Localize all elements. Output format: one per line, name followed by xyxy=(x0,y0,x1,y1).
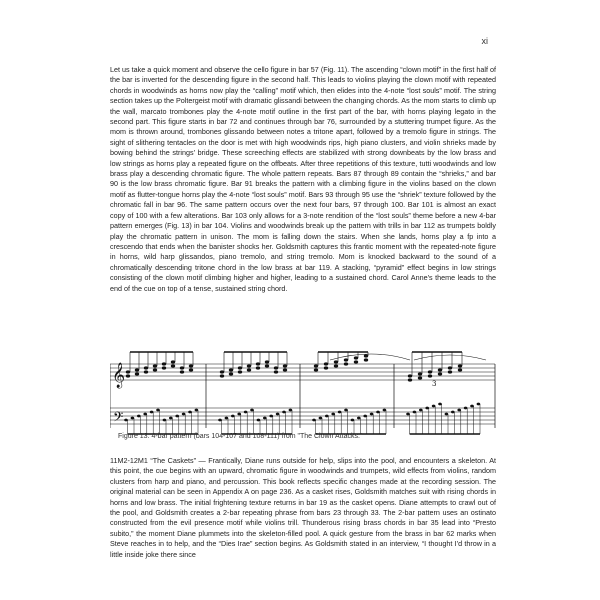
note-head xyxy=(408,374,412,377)
note-head xyxy=(314,364,318,367)
note-head xyxy=(276,413,280,416)
note-head xyxy=(312,419,316,422)
note-head xyxy=(150,411,154,414)
note-head xyxy=(131,417,135,420)
note-head xyxy=(283,368,287,371)
note-head xyxy=(143,413,147,416)
note-head xyxy=(195,409,199,412)
note-head xyxy=(319,417,323,420)
note-head xyxy=(370,413,374,416)
note-head xyxy=(126,370,130,373)
note-head xyxy=(428,374,432,377)
note-head xyxy=(188,411,192,414)
note-head xyxy=(180,370,184,373)
note-head xyxy=(225,417,229,420)
treble-notes xyxy=(126,352,462,382)
note-head xyxy=(156,409,160,412)
body-paragraph: 11M2-12M1 “The Caskets” — Frantically, Diane runs outside for help, slips into the pool, and encounters a skeleton. At this point, the cue begins with an upward, chromatic figure in woodwinds and trumpets, wild effects from violins, random clusters from harp and piano, and percussion. This book reflects specific changes made at the recording session. The original material can be seen in Appendix A on page 236. As a casket rises, Goldsmith matches suit with rising chords in horns and low brass. The initial frightening texture returns in bar 19 as the casket opens. Diane attempts to crawl out of the pool, and Goldsmith creates a 2-bar repeating phrase from bars 23 through 33. The 2-bar pattern uses an ostinato constructed from the evil presence motif while violins trill. Thunderous rising brass chords in bar 35 lead into “Presto subito,” the moment Diane plummets into the skeleton-filled pool. A quick gesture from the brass in bar 62 marks when Steve reaches in to help, and the “Dies Irae” section begins. As Goldsmith stated in an interview, “I thought I’d throw in a little inside joke there since xyxy=(110,456,496,559)
bass-notes xyxy=(124,403,480,434)
note-head xyxy=(413,411,417,414)
bass-staff xyxy=(110,408,495,424)
note-head xyxy=(220,370,224,373)
note-head xyxy=(438,368,442,371)
note-head xyxy=(418,372,422,375)
note-head xyxy=(162,362,166,365)
note-head xyxy=(354,356,358,359)
note-head xyxy=(324,366,328,369)
note-head xyxy=(218,419,222,422)
note-head xyxy=(237,413,241,416)
note-head xyxy=(238,370,242,373)
note-head xyxy=(126,374,130,377)
note-head xyxy=(406,413,410,416)
note-head xyxy=(283,364,287,367)
note-head xyxy=(229,368,233,371)
note-head xyxy=(325,415,329,418)
note-head xyxy=(376,411,380,414)
note-head xyxy=(344,358,348,361)
note-head xyxy=(265,360,269,363)
note-head xyxy=(137,415,141,418)
note-head xyxy=(247,364,251,367)
note-head xyxy=(274,370,278,373)
note-head xyxy=(451,411,455,414)
figure-caption: Figure 13. 4-bar pattern (bars 104-107 and 108-111) from "The Clown Attacks." xyxy=(118,433,363,440)
tuplet-label: 3 xyxy=(432,380,437,388)
note-head xyxy=(247,368,251,371)
note-head xyxy=(144,366,148,369)
note-head xyxy=(171,360,175,363)
note-head xyxy=(477,403,481,406)
note-head xyxy=(282,411,286,414)
note-head xyxy=(338,411,342,414)
music-score-figure xyxy=(110,346,496,440)
note-head xyxy=(331,413,335,416)
tie-arc xyxy=(414,355,486,360)
note-head xyxy=(265,364,269,367)
note-head xyxy=(425,407,429,410)
note-head xyxy=(457,409,461,412)
note-head xyxy=(448,366,452,369)
treble-staff xyxy=(110,364,495,380)
note-head xyxy=(363,415,367,418)
note-head xyxy=(419,409,423,412)
note-head xyxy=(124,419,128,422)
note-head xyxy=(364,354,368,357)
barlines xyxy=(110,364,495,428)
tie-arc xyxy=(330,354,410,360)
page-number: xi xyxy=(481,36,488,46)
note-head xyxy=(238,366,242,369)
note-head xyxy=(153,364,157,367)
note-head xyxy=(418,376,422,379)
note-head xyxy=(169,417,173,420)
note-head xyxy=(144,370,148,373)
note-head xyxy=(344,362,348,365)
note-head xyxy=(344,409,348,412)
note-head xyxy=(220,374,224,377)
note-head xyxy=(289,409,293,412)
note-head xyxy=(135,368,139,371)
note-head xyxy=(408,378,412,381)
note-head xyxy=(229,372,233,375)
body-paragraph: Let us take a quick moment and observe the cello figure in bar 57 (Fig. 11). The ascending “clown motif” in the first half of the bar is inverted for the descending figure in the second half. This leads to violins playing the clown motif with repeated chords in woodwinds as horns now play the “calling” motif which, then elides into the 4-note “lost souls” motif. The string section takes up the Poltergeist motif with dramatic glissandi between the changing chords. As the mom starts to climb up the wall, marcato trombones play the 4-note motif outline in the first part of the bar, with horns playing legato in the second part. This figure starts in bar 72 and continues through bar 76, surrounded by a stuttering trumpet figure. As the mom is thrown around, trombones glissando between notes a tritone apart, followed by a tremolo figure in strings. The sight of slithering tentacles on the door is met with high woodwinds rips, high piano clusters, and violin shrieks made by bowing behind the strings’ bridge. These screeching effects are stabilized with strong downbeats by the low brass and low strings as horns play a repeated figure on the offbeats. After three repetitions of this texture, tutti woodwinds and low brass play a descending chromatic figure. The whole pattern repeats. Bars 87 through 89 contain the “shrieks,” and bar 90 is the low brass chromatic figure. Bar 91 breaks the pattern with a climbing figure in the violins based on the clown motif as flutter-tongue horns play the 4-note “lost souls” motif. Bars 93 through 95 use the “shriek” texture followed by the chromatic fall in bar 96. The same pattern occurs over the next four bars, 97 through 100. Bar 101 is almost an exact copy of 100 with a few alterations. Bar 103 only allows for a 3-note rendition of the “lost souls” theme before a new 4-bar pattern emerges (Fig. 13) in bar 104. Violins and woodwinds break up the pattern with trills in bar 112 as trumpets boldly play the chromatic pattern in unison. The mom is falling down the stairs. When she lands, horns play a fp into a crescendo that ends when the banister shocks her. Goldsmith captures this frantic moment with the repeated-note figure in horns, wild harp glissandos, piano tremolo, and string tremolo. Mom is knocked backward to the sound of a chromatically descending tritone chord in the low brass at bar 119. A stacking, “pyramid” effect begins in low strings consisting of the clown motif climbing higher and higher, leading to a sustained chord. Carol Anne’s theme leads to the end of the cue on top of a tense, sustained string chord. xyxy=(110,65,496,293)
note-head xyxy=(334,360,338,363)
note-head xyxy=(324,362,328,365)
note-head xyxy=(257,419,261,422)
treble-clef: 𝄞 xyxy=(112,363,126,388)
note-head xyxy=(180,366,184,369)
note-head xyxy=(334,364,338,367)
note-head xyxy=(383,409,387,412)
note-head xyxy=(357,417,361,420)
note-head xyxy=(445,413,449,416)
note-head xyxy=(470,405,474,408)
bass-clef: 𝄢 xyxy=(113,409,124,428)
note-head xyxy=(250,409,254,412)
note-head xyxy=(182,413,186,416)
note-head xyxy=(175,415,179,418)
note-head xyxy=(256,362,260,365)
note-head xyxy=(458,364,462,367)
note-head xyxy=(314,368,318,371)
note-head xyxy=(135,372,139,375)
note-head xyxy=(269,415,273,418)
note-head xyxy=(448,370,452,373)
note-head xyxy=(163,419,167,422)
note-head xyxy=(432,405,436,408)
note-head xyxy=(256,366,260,369)
note-head xyxy=(438,403,442,406)
note-head xyxy=(351,419,355,422)
note-head xyxy=(458,368,462,371)
note-head xyxy=(189,364,193,367)
note-head xyxy=(162,366,166,369)
note-head xyxy=(189,368,193,371)
note-head xyxy=(263,417,267,420)
note-head xyxy=(464,407,468,410)
note-head xyxy=(231,415,235,418)
note-head xyxy=(171,364,175,367)
note-head xyxy=(364,358,368,361)
note-head xyxy=(354,360,358,363)
note-head xyxy=(244,411,248,414)
note-head xyxy=(274,366,278,369)
note-head xyxy=(428,370,432,373)
note-head xyxy=(438,372,442,375)
note-head xyxy=(153,368,157,371)
